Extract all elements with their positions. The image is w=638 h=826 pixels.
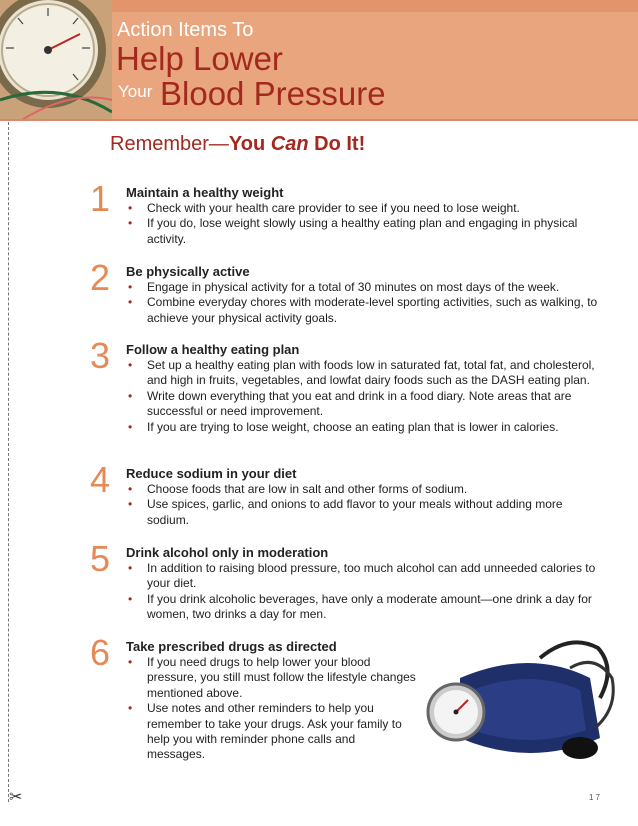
item-number: 2: [90, 257, 111, 298]
bullet-item: • Check with your health care provider to see if you need to lose weight.: [128, 201, 520, 215]
scissors-icon: ✂: [9, 789, 23, 806]
header-divider: [0, 119, 638, 121]
item-number: 3: [90, 335, 111, 376]
item-heading: Maintain a healthy weight: [126, 185, 284, 200]
bullet-item: • Write down everything that you eat and drink in a food diary. Note areas that are successful or need improvement.: [128, 388, 572, 419]
bullet-item: • Combine everyday chores with moderate-level sporting activities, such as walking, to achieve your physical activity goals.: [128, 295, 598, 325]
page-number: 17: [589, 793, 602, 802]
item-heading: Take prescribed drugs as directed: [126, 639, 337, 654]
item-heading: Follow a healthy eating plan: [126, 342, 300, 357]
bullet-item: • Set up a healthy eating plan with foods low in saturated fat, total fat, and cholesterol, and high in fruits, vegetables, and lowfat dairy foods such as the DASH eating plan.: [128, 358, 595, 388]
bullet-list: [126, 655, 416, 763]
bullet-list: [126, 358, 606, 435]
cut-line: [8, 122, 9, 802]
bullet-item: • Engage in physical activity for a total of 30 minutes on most days of the week.: [128, 280, 560, 294]
item-number: 5: [90, 538, 111, 579]
remember-doit: Do It!: [308, 133, 366, 155]
item-number: 4: [90, 459, 111, 500]
blood-pressure-gauge-image: [0, 0, 112, 121]
item-heading: Be physically active: [126, 264, 250, 279]
bullet-list: [126, 201, 606, 247]
bullet-list: [126, 280, 606, 326]
item-heading: Reduce sodium in your diet: [126, 466, 297, 481]
bullet-item: • Choose foods that are low in salt and other forms of sodium.: [128, 482, 468, 496]
bullet-item: • In addition to raising blood pressure, too much alcohol can add unneeded calories to your diet.: [128, 561, 596, 591]
remember-you: You: [228, 133, 271, 155]
item-number: 6: [90, 632, 111, 673]
remember-prefix: Remember—: [110, 133, 229, 155]
item-number: 1: [90, 178, 111, 219]
bullet-item: • Use spices, garlic, and onions to add flavor to your meals without adding more sodium.: [128, 497, 563, 527]
header-title-line2: Help Lower: [116, 40, 283, 77]
bullet-list: [126, 482, 606, 528]
header-title-line1: Action Items To: [117, 19, 254, 41]
item-heading: Drink alcohol only in moderation: [126, 545, 329, 560]
bullet-item: • If you are trying to lose weight, choose an eating plan that is lower in calories.: [128, 419, 559, 434]
header-title-your: Your: [118, 82, 153, 101]
bullet-item: • If you need drugs to help lower your blood pressure, you still must follow the lifestyle changes mentioned above.: [128, 655, 416, 700]
blood-pressure-cuff-image: [420, 638, 620, 768]
remember-can: Can: [270, 133, 309, 155]
bullet-list: [126, 561, 606, 623]
bullet-item: • If you do, lose weight slowly using a healthy eating plan and engaging in physical activity.: [128, 216, 578, 246]
header-title-blood-pressure: Blood Pressure: [160, 75, 386, 112]
remember-heading: [110, 133, 365, 156]
header-banner: [0, 0, 638, 121]
bullet-item: • If you drink alcoholic beverages, have only a moderate amount—one drink a day for women, two drinks a day for men.: [128, 591, 592, 622]
bullet-item: • Use notes and other reminders to help you remember to take your drugs. Ask your family to help you with reminder phone calls and messages.: [128, 701, 402, 762]
